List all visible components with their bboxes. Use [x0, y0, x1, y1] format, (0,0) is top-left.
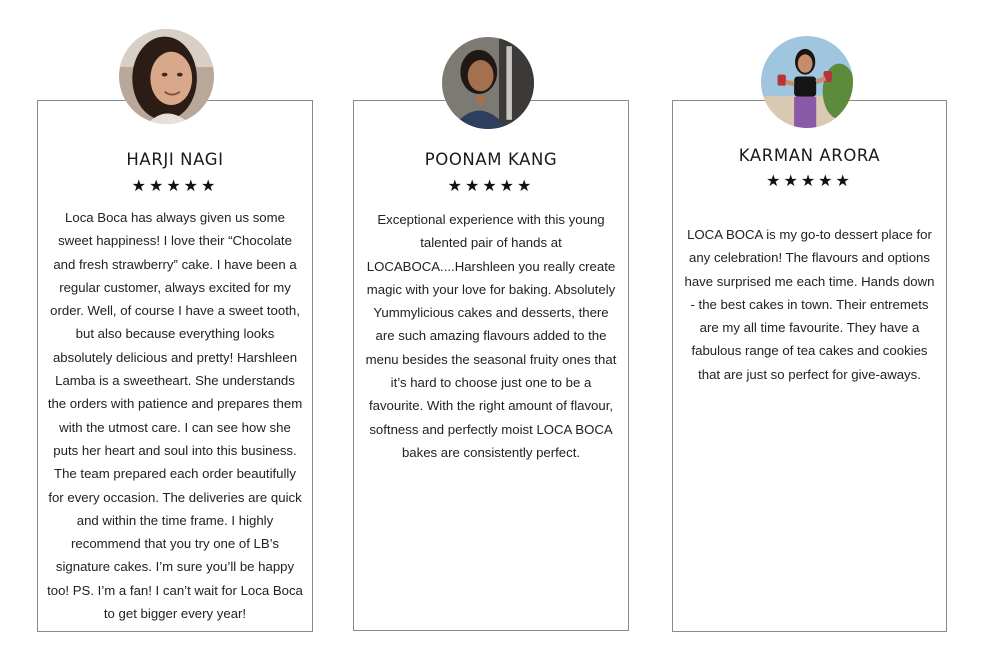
avatar-photo-karman [761, 36, 853, 128]
reviewer-name: KARMAN ARORA [738, 146, 881, 165]
reviewer-avatar [761, 36, 853, 128]
review-text: LOCA BOCA is my go-to dessert place for any celebration! The flavours and options have surprised me each time. Hands down - the best cakes in town. Their entremets are my all time favourite. They have a fabulous range of tea cakes and cookies that are just so perfect for give-aways. [684, 227, 935, 382]
avatar-photo-poonam [442, 37, 534, 129]
reviewer-name: POONAM KANG [424, 150, 558, 169]
testimonial-card-karman-arora [672, 100, 947, 632]
star-rating: ★★★★★ [131, 176, 219, 195]
review-text: Loca Boca has always given us some sweet happiness! I love their “Chocolate and fresh strawberry” cake. I have been a regular customer, always excited for my order. Well, of course I have a sweet tooth, but also because everything looks absolutely delicious and pretty! Harshleen Lamba is a sweetheart. She understands the orders with patience and prepares them with the utmost care. I can see how she puts her heart and soul into this business. The team prepared each order beautifully for every occasion. The deliveries are quick and within the time frame. I highly recommend that you try one of LB’s signature cakes. I’m sure you’ll be happy too! PS. I’m a fan! I can’t wait for Loca Boca to get bigger every year! [47, 210, 303, 622]
testimonial-card-poonam-kang [353, 100, 629, 631]
star-rating: ★★★★★ [447, 176, 535, 195]
reviewer-avatar [119, 29, 214, 124]
reviewer-avatar [442, 37, 534, 129]
reviewer-name: HARJI NAGI [126, 150, 224, 169]
star-rating: ★★★★★ [766, 171, 853, 190]
testimonial-card-harji-nagi [37, 100, 313, 632]
avatar-photo-harji [119, 29, 214, 124]
review-text: Exceptional experience with this young talented pair of hands at LOCABOCA....Harshleen you really create magic with your love for baking. Absolutely Yummylicious cakes and desserts, there are such amazing flavours added to the menu besides the seasonal fruity ones that it’s hard to choose just one to be a favourite. With the right amount of flavour, softness and perfectly moist LOCA BOCA bakes are consistently perfect. [365, 212, 617, 460]
